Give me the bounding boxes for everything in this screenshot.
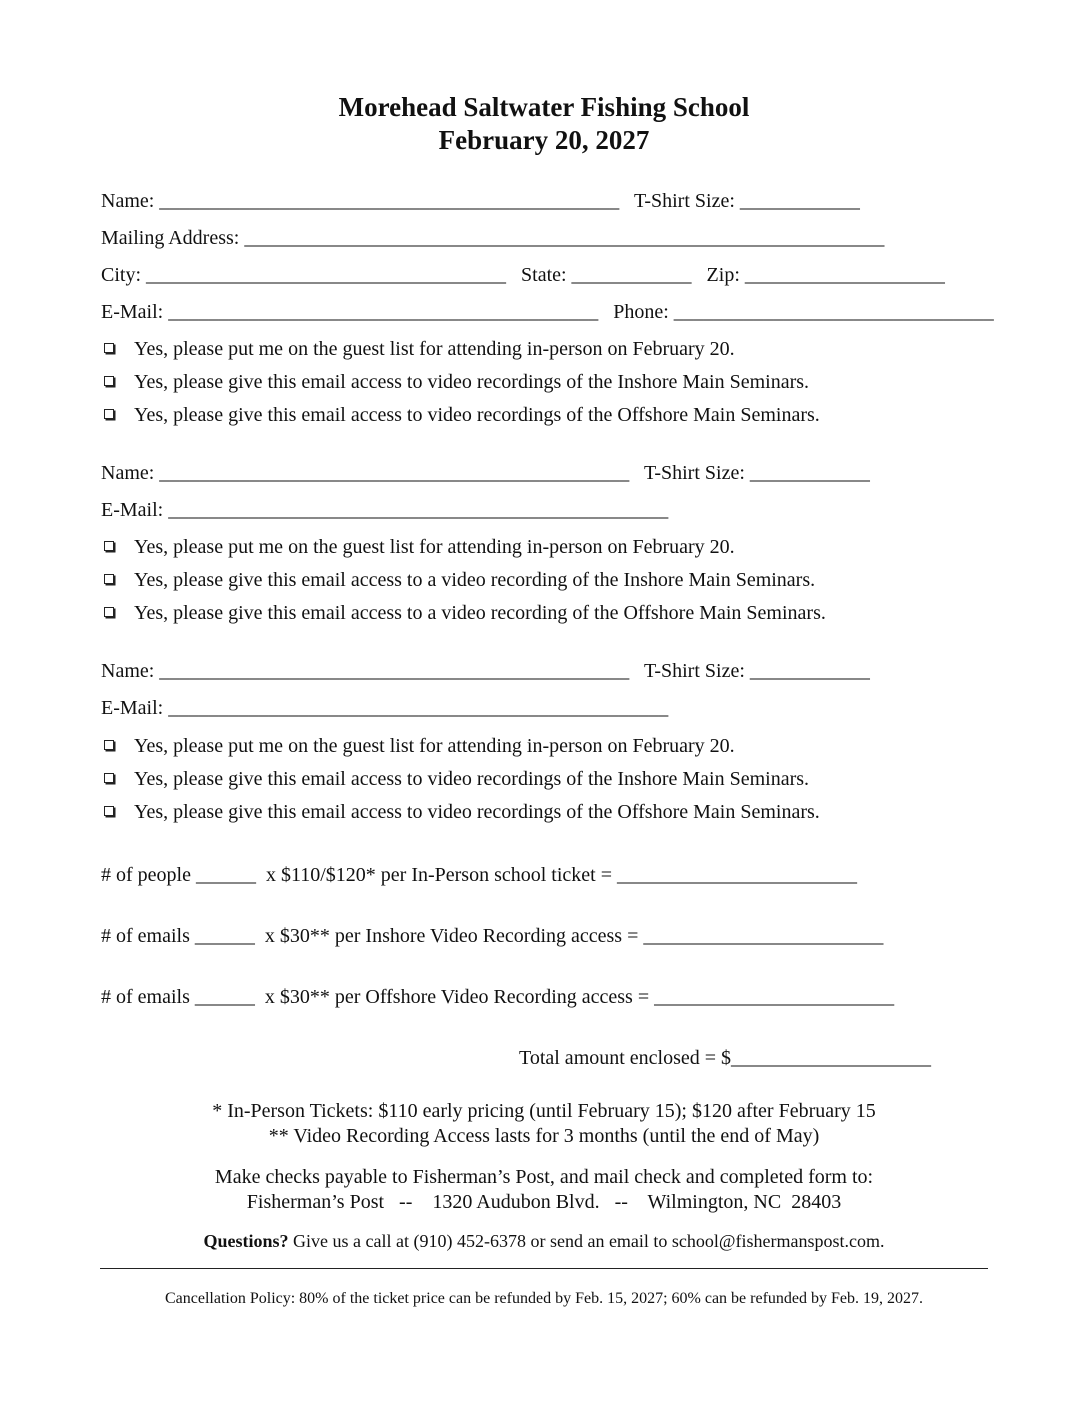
questions-text: Give us a call at (910) 452-6378 or send an email to school@fishermanspost.com.	[288, 1231, 885, 1251]
event-date: February 20, 2027	[438, 125, 650, 155]
checkbox-r3-inperson[interactable]	[104, 740, 114, 750]
option-r2-inshore: Yes, please give this email access to a video recording of the Inshore Main Seminars.	[134, 569, 816, 591]
pricing-note: * In-Person Tickets: $110 early pricing (until February 15); $120 after February 15	[212, 1100, 876, 1122]
registrant3-email-row[interactable]: E-Mail: __________________________________________________	[101, 697, 669, 719]
option-r1-inshore: Yes, please give this email access to video recordings of the Inshore Main Seminars.	[134, 371, 810, 393]
option-r1-inperson: Yes, please put me on the guest list for attending in-person on February 20.	[134, 338, 735, 360]
questions-line	[0, 1229, 1088, 1253]
checkbox-r1-inshore[interactable]	[104, 376, 114, 386]
inshore-emails-row[interactable]: # of emails ______ x $30** per Inshore Video Recording access = ________________________	[101, 925, 884, 947]
divider	[100, 1268, 988, 1269]
option-r2-offshore: Yes, please give this email access to a video recording of the Offshore Main Seminars.	[134, 602, 826, 624]
video-access-note: ** Video Recording Access lasts for 3 months (until the end of May)	[268, 1125, 820, 1147]
checkbox-r2-inshore[interactable]	[104, 574, 114, 584]
checkbox-r2-inperson[interactable]	[104, 541, 114, 551]
registrant1-email-row[interactable]: E-Mail: ___________________________________________ Phone: ________________________________	[101, 301, 994, 323]
option-r2-inperson: Yes, please put me on the guest list for attending in-person on February 20.	[134, 536, 735, 558]
checkbox-r2-offshore[interactable]	[104, 607, 114, 617]
questions-label: Questions?	[203, 1231, 289, 1251]
registrant2-email-row[interactable]: E-Mail: __________________________________________________	[101, 499, 669, 521]
option-r1-offshore: Yes, please give this email access to video recordings of the Offshore Main Seminars.	[134, 404, 820, 426]
registrant1-city-row[interactable]: City: ____________________________________ State: ____________ Zip: ____________________	[101, 264, 945, 286]
registrant3-name-row[interactable]: Name: _______________________________________________ T-Shirt Size: ____________	[101, 660, 870, 682]
mailing-address: Fisherman’s Post -- 1320 Audubon Blvd. -- Wilmington, NC 28403	[246, 1191, 842, 1213]
checkbox-r3-offshore[interactable]	[104, 806, 114, 816]
checkbox-r1-inperson[interactable]	[104, 343, 114, 353]
registrant2-name-row[interactable]: Name: _______________________________________________ T-Shirt Size: ____________	[101, 462, 870, 484]
checkbox-r1-offshore[interactable]	[104, 409, 114, 419]
option-r3-inperson: Yes, please put me on the guest list for attending in-person on February 20.	[134, 735, 735, 757]
page-title: Morehead Saltwater Fishing School	[338, 92, 750, 122]
cancellation-policy: Cancellation Policy: 80% of the ticket price can be refunded by Feb. 15, 2027; 60% can be refunded by Feb. 19, 2027.	[164, 1290, 923, 1307]
people-ticket-row[interactable]: # of people ______ x $110/$120* per In-Person school ticket = ________________________	[101, 864, 858, 886]
option-r3-inshore: Yes, please give this email access to video recordings of the Inshore Main Seminars.	[134, 768, 810, 790]
checks-instructions: Make checks payable to Fisherman’s Post, and mail check and completed form to:	[214, 1166, 874, 1188]
option-r3-offshore: Yes, please give this email access to video recordings of the Offshore Main Seminars.	[134, 801, 820, 823]
registrant1-name-row[interactable]: Name: ______________________________________________ T-Shirt Size: ____________	[101, 190, 860, 212]
offshore-emails-row[interactable]: # of emails ______ x $30** per Offshore Video Recording access = ________________________	[101, 986, 895, 1008]
total-amount-row[interactable]: Total amount enclosed = $____________________	[519, 1047, 932, 1069]
checkbox-r3-inshore[interactable]	[104, 773, 114, 783]
registrant1-address-row[interactable]: Mailing Address: ________________________________________________________________	[101, 227, 885, 249]
